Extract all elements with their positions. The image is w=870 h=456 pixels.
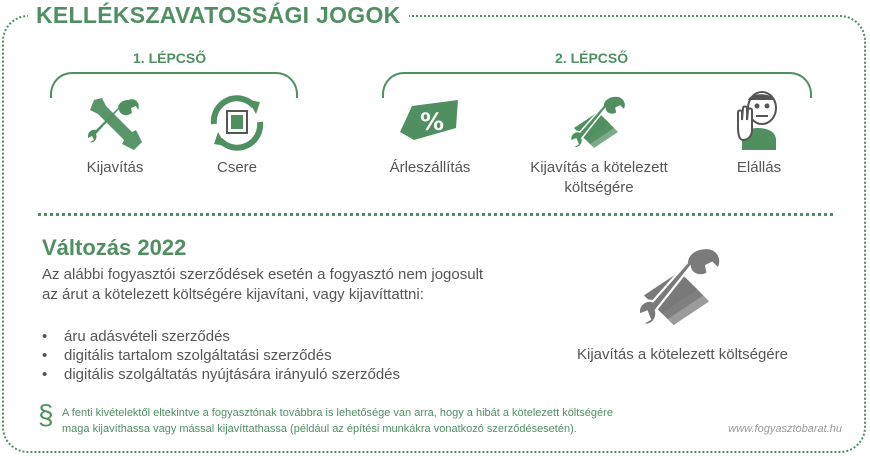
footnote <box>62 405 702 437</box>
step1-label: 1. LÉPCSŐ <box>133 50 207 66</box>
svg-text:%: % <box>420 108 445 136</box>
section-divider <box>38 213 833 216</box>
website-link[interactable]: www.fogyasztobarat.hu <box>728 423 842 435</box>
footnote-line2: maga kijavíthassa vagy mással kijavíttathassa (például az építési munkákra vonatkozó szerződésesetén). <box>62 423 577 435</box>
step1-item-repair: Kijavítás <box>86 159 144 176</box>
wrench-screwdriver-icon <box>88 96 142 150</box>
change-description-line1: Az alábbi fogyasztói szerződések esetén a fogyasztó nem jogosult <box>42 266 484 283</box>
step2-label: 2. LÉPCSŐ <box>555 50 629 66</box>
step2-item-price-reduction: Árleszállítás <box>389 159 471 176</box>
step1-item-replace: Csere <box>216 159 257 176</box>
change-icon-caption: Kijavítás a kötelezett költségére <box>577 346 788 363</box>
wrench-money-icon <box>570 94 628 152</box>
stop-hand-person-icon <box>734 90 784 150</box>
exception-list <box>42 327 400 384</box>
change-title: Változás 2022 <box>42 235 187 260</box>
percent-tag-icon <box>398 98 462 146</box>
list-item: • áru adásvételi szerződés <box>42 327 400 346</box>
step2-item-repair-at-cost-line1: Kijavítás a kötelezett <box>530 159 668 176</box>
wrench-money-gray-icon <box>638 244 724 332</box>
page-title: KELLÉKSZAVATOSSÁGI JOGOK <box>28 2 409 29</box>
step2-item-withdrawal: Elállás <box>736 159 782 176</box>
footnote-line1: A fenti kivételektől eltekintve a fogyasztónak továbbra is lehetősége van arra, hogy a hibát a kötelezett költségére <box>62 407 613 419</box>
list-item: • digitális szolgáltatás nyújtására irányuló szerződés <box>42 365 400 384</box>
step2-item-repair-at-cost-line2: költségére <box>564 179 634 196</box>
paragraph-icon: § <box>38 399 54 430</box>
exchange-box-icon <box>208 94 266 152</box>
list-item: • digitális tartalom szolgáltatási szerződés <box>42 346 400 365</box>
step2-item-repair-at-cost <box>519 158 679 198</box>
change-description-line2: az árut a kötelezett költségére kijavítani, vagy kijavíttattni: <box>42 286 424 303</box>
change-description <box>42 265 522 305</box>
